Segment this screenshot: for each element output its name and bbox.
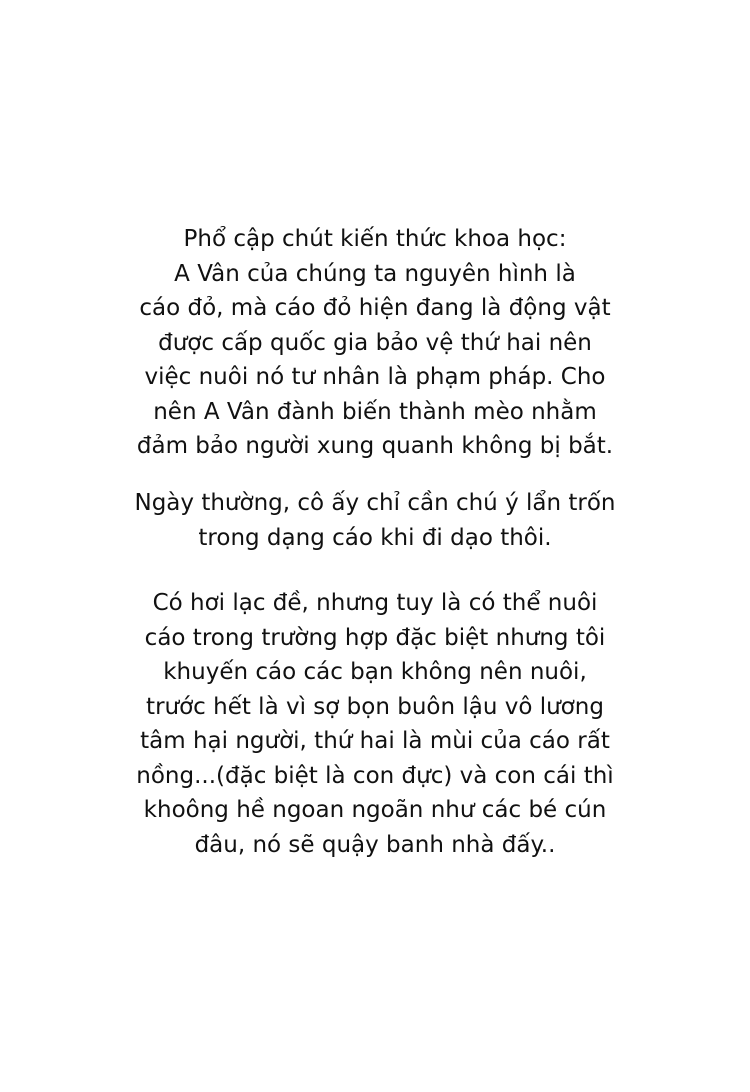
- text-line: tâm hại người, thứ hai là mùi của cáo rất: [140, 728, 610, 754]
- text-line: Ngày thường, cô ấy chỉ cần chú ý lẩn trốn: [134, 490, 616, 516]
- text-line: trong dạng cáo khi đi dạo thôi.: [198, 524, 552, 551]
- text-line: trước hết là vì sợ bọn buôn lậu vô lương: [146, 693, 604, 720]
- text-line: cáo đỏ, mà cáo đỏ hiện đang là động vật: [139, 295, 611, 321]
- text-line: cáo trong trường hợp đặc biệt nhưng tôi: [144, 624, 606, 651]
- text-line: nên A Vân đành biến thành mèo nhằm: [153, 398, 597, 425]
- text-line: được cấp quốc gia bảo vệ thứ hai nên: [158, 329, 592, 356]
- text-line: A Vân của chúng ta nguyên hình là: [174, 260, 576, 287]
- text-line: đâu, nó sẽ quậy banh nhà đấy..: [194, 831, 556, 858]
- paragraph-advice-note: [0, 586, 750, 862]
- text-line: khoông hề ngoan ngoãn như các bé cún: [143, 797, 607, 823]
- paragraph-daily-note: [0, 486, 750, 555]
- text-line: khuyến cáo các bạn không nên nuôi,: [163, 659, 587, 685]
- text-line: Phổ cập chút kiến thức khoa học:: [183, 226, 567, 252]
- text-line: việc nuôi nó tư nhân là phạm pháp. Cho: [144, 364, 606, 390]
- paragraph-science-note: [0, 222, 750, 464]
- text-line: Có hơi lạc đề, nhưng tuy là có thể nuôi: [152, 590, 598, 616]
- text-line: nồng...(đặc biệt là con đực) và con cái thì: [136, 762, 614, 789]
- text-line: đảm bảo người xung quanh không bị bắt.: [136, 433, 614, 459]
